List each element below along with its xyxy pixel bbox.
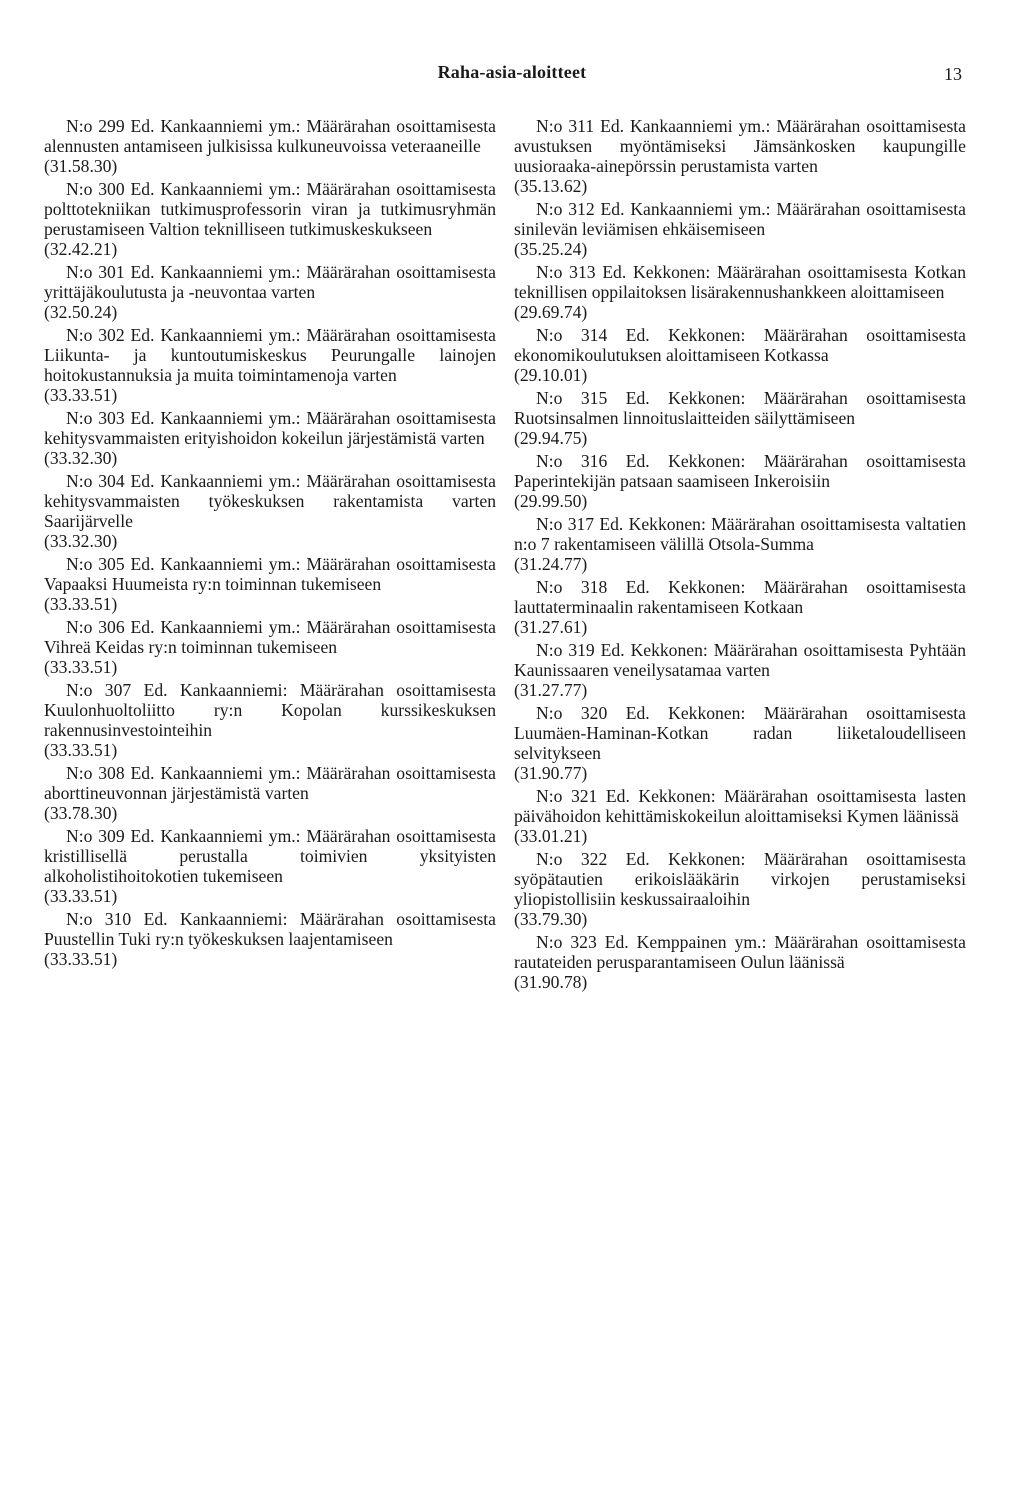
- motion-text: N:o 322 Ed. Kekkonen: Määrärahan osoittamisesta syöpätautien erikoislääkärin virkojen perustamiseksi yliopistollisiin keskussairaaloihin: [514, 849, 966, 909]
- motion-entry: [514, 116, 966, 196]
- motion-text: N:o 307 Ed. Kankaanniemi: Määrärahan osoittamisesta Kuulonhuoltoliitto ry:n Kopolan kurssikeskuksen rakennusinvestointeihin: [44, 680, 496, 740]
- motion-text: N:o 310 Ed. Kankaanniemi: Määrärahan osoittamisesta Puustellin Tuki ry:n työkeskuksen laajentamiseen: [44, 909, 496, 949]
- motion-entry: [44, 408, 496, 468]
- motion-text: N:o 300 Ed. Kankaanniemi ym.: Määrärahan osoittamisesta polttotekniikan tutkimusprofessorin viran ja tutkimusryhmän perustamiseen Valtion teknilliseen tutkimuskeskukseen: [44, 179, 496, 239]
- motion-entry: [44, 763, 496, 823]
- motion-text: N:o 303 Ed. Kankaanniemi ym.: Määrärahan osoittamisesta kehitysvammaisten erityishoidon kokeilun järjestämistä varten: [44, 408, 496, 448]
- motion-entry: [44, 554, 496, 614]
- motion-text: N:o 315 Ed. Kekkonen: Määrärahan osoittamisesta Ruotsinsalmen linnoituslaitteiden säilyttämiseen: [514, 388, 966, 428]
- motion-entry: [514, 786, 966, 846]
- motion-entry: [44, 826, 496, 906]
- motion-text: N:o 304 Ed. Kankaanniemi ym.: Määrärahan osoittamisesta kehitysvammaisten työkeskuksen rakentamista varten Saarijärvelle: [44, 471, 496, 531]
- budget-code: (31.90.78): [514, 972, 588, 992]
- motion-entry: [514, 388, 966, 448]
- left-column: [44, 116, 496, 972]
- motion-text: N:o 320 Ed. Kekkonen: Määrärahan osoittamisesta Luumäen-Haminan-Kotkan radan liiketaloudelliseen selvitykseen: [514, 703, 966, 763]
- motion-text: N:o 308 Ed. Kankaanniemi ym.: Määrärahan osoittamisesta aborttineuvonnan järjestämistä varten: [44, 763, 496, 803]
- budget-code: (29.69.74): [514, 302, 588, 322]
- page-number: 13: [944, 64, 962, 84]
- motion-text: N:o 306 Ed. Kankaanniemi ym.: Määrärahan osoittamisesta Vihreä Keidas ry:n toiminnan tukemiseen: [44, 617, 496, 657]
- motion-text: N:o 319 Ed. Kekkonen: Määrärahan osoittamisesta Pyhtään Kaunissaaren veneilysatamaa varten: [514, 640, 966, 680]
- motion-entry: [44, 909, 496, 969]
- motion-entry: [514, 262, 966, 322]
- budget-code: (32.42.21): [44, 239, 118, 259]
- motion-text: N:o 309 Ed. Kankaanniemi ym.: Määrärahan osoittamisesta kristillisellä perustalla toimivien yksityisten alkoholistihoitokotien tukemiseen: [44, 826, 496, 886]
- budget-code: (35.25.24): [514, 239, 588, 259]
- motion-text: N:o 323 Ed. Kemppainen ym.: Määrärahan osoittamisesta rautateiden perusparantamiseen Oulun läänissä: [514, 932, 966, 972]
- budget-code: (29.99.50): [514, 491, 588, 511]
- motion-text: N:o 321 Ed. Kekkonen: Määrärahan osoittamisesta lasten päivähoidon kehittämiskokeilun aloittamiseksi Kymen läänissä: [514, 786, 966, 826]
- motion-entry: [44, 179, 496, 259]
- motion-entry: [44, 680, 496, 760]
- motion-entry: [514, 849, 966, 929]
- budget-code: (31.27.77): [514, 680, 588, 700]
- budget-code: (33.33.51): [44, 385, 118, 405]
- budget-code: (29.94.75): [514, 428, 588, 448]
- motion-text: N:o 305 Ed. Kankaanniemi ym.: Määrärahan osoittamisesta Vapaaksi Huumeista ry:n toiminnan tukemiseen: [44, 554, 496, 594]
- motion-text: N:o 311 Ed. Kankaanniemi ym.: Määrärahan osoittamisesta avustuksen myöntämiseksi Jämsänkosken kaupungille uusioraaka-ainepörssin perustamista varten: [514, 116, 966, 176]
- motion-entry: [514, 325, 966, 385]
- budget-code: (31.90.77): [514, 763, 588, 783]
- motion-entry: [514, 703, 966, 783]
- motion-entry: [514, 932, 966, 992]
- motion-entry: [514, 199, 966, 259]
- budget-code: (33.32.30): [44, 531, 118, 551]
- budget-code: (35.13.62): [514, 176, 588, 196]
- motion-entry: [514, 577, 966, 637]
- budget-code: (33.78.30): [44, 803, 118, 823]
- motion-entry: [44, 116, 496, 176]
- motion-entry: [44, 617, 496, 677]
- motion-entry: [44, 262, 496, 322]
- motion-entry: [514, 514, 966, 574]
- budget-code: (33.32.30): [44, 448, 118, 468]
- motion-entry: [514, 451, 966, 511]
- page-title: Raha-asia-aloitteet: [437, 62, 587, 82]
- motion-text: N:o 302 Ed. Kankaanniemi ym.: Määrärahan osoittamisesta Liikunta- ja kuntoutumiskeskus Peurungalle lainojen hoitokustannuksia ja muita toimintamenoja varten: [44, 325, 496, 385]
- motion-text: N:o 316 Ed. Kekkonen: Määrärahan osoittamisesta Paperintekijän patsaan saamiseen Inkeroisiin: [514, 451, 966, 491]
- budget-code: (33.33.51): [44, 740, 118, 760]
- budget-code: (31.24.77): [514, 554, 588, 574]
- motion-text: N:o 299 Ed. Kankaanniemi ym.: Määrärahan osoittamisesta alennusten antamiseen julkisissa kulkuneuvoissa veteraaneille: [44, 116, 496, 156]
- budget-code: (33.33.51): [44, 949, 118, 969]
- motion-text: N:o 312 Ed. Kankaanniemi ym.: Määrärahan osoittamisesta sinilevän leviämisen ehkäisemiseen: [514, 199, 966, 239]
- motion-text: N:o 314 Ed. Kekkonen: Määrärahan osoittamisesta ekonomikoulutuksen aloittamiseen Kotkassa: [514, 325, 966, 365]
- motion-text: N:o 313 Ed. Kekkonen: Määrärahan osoittamisesta Kotkan teknillisen oppilaitoksen lisärakennushankkeen aloittamiseen: [514, 262, 966, 302]
- budget-code: (31.27.61): [514, 617, 588, 637]
- right-column: [514, 116, 966, 995]
- motion-text: N:o 317 Ed. Kekkonen: Määrärahan osoittamisesta valtatien n:o 7 rakentamiseen välillä Otsola-Summa: [514, 514, 966, 554]
- budget-code: (32.50.24): [44, 302, 118, 322]
- budget-code: (33.33.51): [44, 886, 118, 906]
- budget-code: (31.58.30): [44, 156, 118, 176]
- budget-code: (33.33.51): [44, 657, 118, 677]
- motion-text: N:o 318 Ed. Kekkonen: Määrärahan osoittamisesta lauttaterminaalin rakentamiseen Kotkaan: [514, 577, 966, 617]
- budget-code: (33.01.21): [514, 826, 588, 846]
- motion-text: N:o 301 Ed. Kankaanniemi ym.: Määrärahan osoittamisesta yrittäjäkoulutusta ja -neuvontaa varten: [44, 262, 496, 302]
- motion-entry: [44, 325, 496, 405]
- budget-code: (33.79.30): [514, 909, 588, 929]
- motion-entry: [44, 471, 496, 551]
- motion-entry: [514, 640, 966, 700]
- budget-code: (29.10.01): [514, 365, 588, 385]
- budget-code: (33.33.51): [44, 594, 118, 614]
